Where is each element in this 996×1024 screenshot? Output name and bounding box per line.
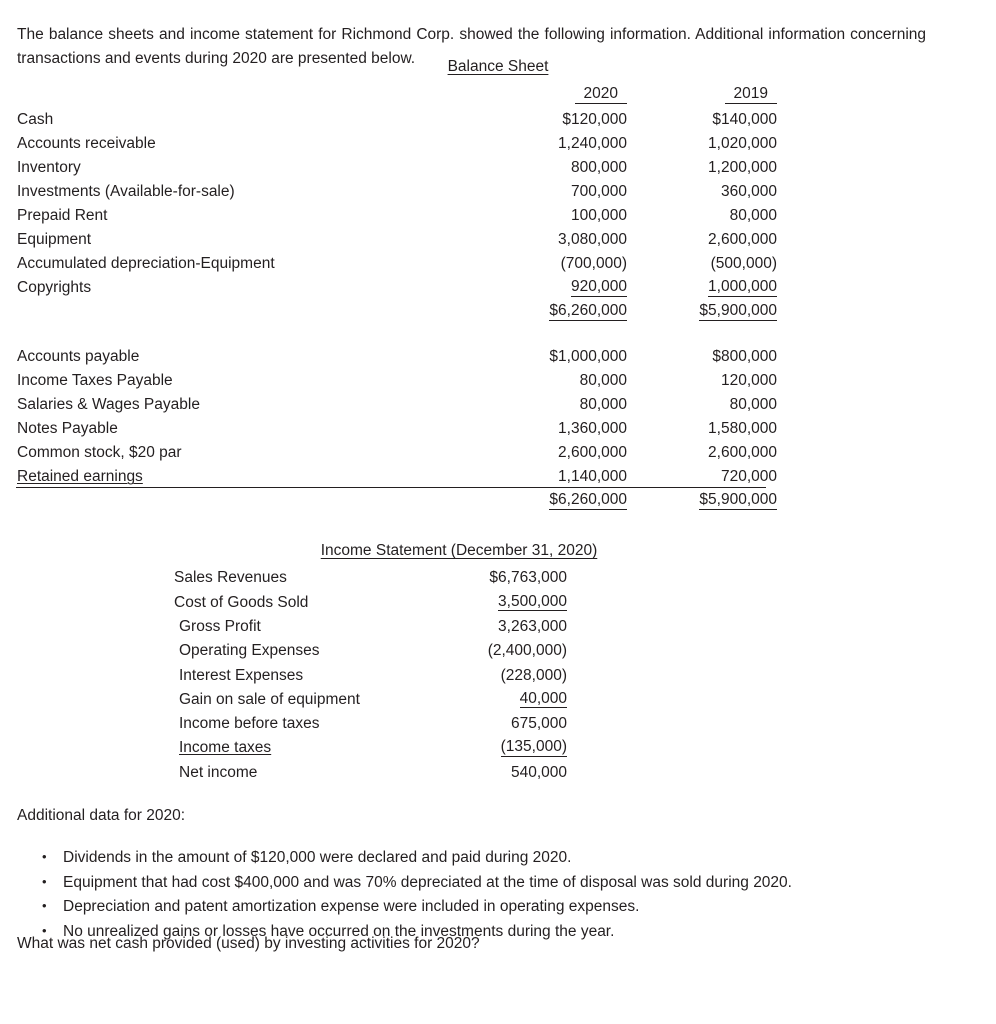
row-label: Prepaid Rent	[17, 207, 108, 225]
table-row	[17, 108, 777, 132]
list-item: • Equipment that had cost $400,000 and was 70% depreciated at the time of disposal was sold during 2020.	[63, 871, 792, 896]
row-label: Investments (Available-for-sale)	[17, 183, 235, 201]
row-label: Equipment	[17, 231, 92, 249]
table-row	[174, 736, 567, 760]
balance-sheet-title	[0, 59, 996, 75]
section-spacer	[17, 324, 777, 345]
row-value: (228,000)	[500, 666, 567, 684]
liabilities-equity-total-2020-text: $6,260,000	[549, 491, 627, 509]
row-value-2019: $800,000	[712, 348, 777, 366]
retained-earnings-label: Retained earnings	[17, 468, 143, 486]
row-value-2019: 720,000	[720, 468, 777, 486]
row-label: Cost of Goods Sold	[174, 593, 309, 611]
row-label: Sales Revenues	[174, 569, 287, 587]
row-label: Salaries & Wages Payable	[17, 396, 200, 414]
row-value-2019: 2,600,000	[708, 444, 777, 462]
row-value-2020: 1,240,000	[558, 135, 627, 153]
table-row	[17, 465, 777, 489]
row-value-2020: 700,000	[570, 183, 627, 201]
row-value-2019: $140,000	[712, 111, 777, 129]
liabilities-equity-total-2019	[632, 489, 777, 513]
row-label: Cash	[17, 111, 54, 129]
row-value: 3,263,000	[498, 617, 567, 635]
balance-sheet-title-text: Balance Sheet	[447, 58, 549, 75]
table-row	[17, 228, 777, 252]
row-value-2019: (500,000)	[710, 255, 777, 273]
table-row	[17, 156, 777, 180]
table-row	[17, 417, 777, 441]
income-taxes-label: Income taxes	[179, 739, 272, 757]
additional-data-list	[42, 846, 792, 944]
column-header-2020	[487, 82, 632, 108]
row-value	[409, 590, 567, 614]
row-value-2019	[632, 276, 777, 300]
row-label: Inventory	[17, 159, 81, 177]
row-value-2019: 2,600,000	[708, 231, 777, 249]
assets-total-2019	[632, 300, 777, 324]
table-row	[174, 639, 567, 663]
retained-earnings-rule	[16, 487, 766, 488]
assets-total-2020	[487, 300, 632, 324]
table-row	[17, 393, 777, 417]
row-value-2020: 3,080,000	[558, 231, 627, 249]
row-label: Net income	[179, 763, 258, 781]
income-statement-title-text: Income Statement (December 31, 2020)	[320, 542, 598, 559]
row-value-2020: 800,000	[570, 159, 627, 177]
table-row	[174, 663, 567, 687]
row-label: Common stock, $20 par	[17, 444, 182, 462]
row-value-2019: 80,000	[729, 396, 777, 414]
row-label: Accounts payable	[17, 348, 140, 366]
row-value: 540,000	[510, 763, 567, 781]
row-value-2019: 80,000	[729, 207, 777, 225]
row-value	[409, 736, 567, 760]
table-row	[17, 204, 777, 228]
row-value-2019: 1,020,000	[708, 135, 777, 153]
row-value-text: 40,000	[519, 689, 567, 707]
assets-total-2020-text: $6,260,000	[549, 302, 627, 320]
balance-sheet-table	[17, 82, 777, 513]
row-label	[174, 736, 409, 760]
additional-data-heading: Additional data for 2020:	[17, 807, 186, 824]
row-value-2020: (700,000)	[560, 255, 627, 273]
row-value-text: (135,000)	[500, 738, 567, 756]
table-row	[174, 615, 567, 639]
row-value-text: 3,500,000	[498, 592, 567, 610]
row-value	[409, 687, 567, 711]
row-value-2020: 1,360,000	[558, 420, 627, 438]
assets-total-2019-text: $5,900,000	[699, 302, 777, 320]
header-blank-cell	[17, 82, 487, 108]
list-item: • No unrealized gains or losses have occurred on the investments during the year.	[63, 920, 792, 945]
column-header-2019-text: 2019	[725, 86, 777, 104]
row-value-2019: 1,580,000	[708, 420, 777, 438]
table-row	[17, 276, 777, 300]
row-label: Interest Expenses	[179, 666, 304, 684]
row-value-2020-text: 920,000	[570, 278, 627, 296]
table-row	[17, 132, 777, 156]
table-row	[17, 180, 777, 204]
income-statement-title	[174, 543, 744, 559]
table-row	[174, 566, 567, 590]
row-value: 675,000	[510, 715, 567, 733]
row-value: (2,400,000)	[487, 642, 567, 660]
row-label: Gross Profit	[179, 617, 261, 635]
row-value: $6,763,000	[489, 569, 567, 587]
row-label: Notes Payable	[17, 420, 118, 438]
table-row	[174, 687, 567, 711]
balance-sheet-header-row	[17, 82, 777, 108]
table-row	[174, 760, 567, 784]
table-row	[17, 252, 777, 276]
liabilities-equity-total-2019-text: $5,900,000	[699, 491, 777, 509]
row-value-2020: $120,000	[562, 111, 627, 129]
row-value-2020	[487, 276, 632, 300]
liabilities-equity-total-row	[17, 489, 777, 513]
column-header-2020-text: 2020	[575, 86, 627, 104]
row-label: Accumulated depreciation-Equipment	[17, 255, 275, 273]
intro-line-2: information concerning transactions and events during 2020 are presented below.	[17, 25, 927, 67]
liabilities-equity-total-label	[17, 489, 487, 513]
column-header-2019	[632, 82, 777, 108]
row-value-2020: 100,000	[570, 207, 627, 225]
table-row	[17, 369, 777, 393]
row-value-2019: 1,200,000	[708, 159, 777, 177]
row-label: Operating Expenses	[179, 642, 320, 660]
row-value-2020: 80,000	[579, 396, 627, 414]
table-row	[174, 712, 567, 736]
assets-total-label	[17, 300, 487, 324]
row-value-2020: 80,000	[579, 372, 627, 390]
table-row	[17, 345, 777, 369]
row-value-2019: 120,000	[720, 372, 777, 390]
intro-line-1: The balance sheets and income statement for Richmond Corp. showed the following information. Additional	[17, 25, 764, 43]
row-label: Copyrights	[17, 279, 92, 297]
table-row	[174, 590, 567, 614]
list-item: • Depreciation and patent amortization expense were included in operating expenses.	[63, 895, 792, 920]
row-label	[17, 465, 487, 489]
row-value-2020: 1,140,000	[558, 468, 627, 486]
income-statement-table	[174, 566, 567, 785]
row-label: Income before taxes	[179, 715, 320, 733]
assets-total-row	[17, 300, 777, 324]
row-label: Income Taxes Payable	[17, 372, 173, 390]
row-value-2020: 2,600,000	[558, 444, 627, 462]
row-value-2020: $1,000,000	[549, 348, 627, 366]
table-row	[17, 441, 777, 465]
row-label: Gain on sale of equipment	[179, 690, 360, 708]
liabilities-equity-total-2020	[487, 489, 632, 513]
row-label: Accounts receivable	[17, 135, 156, 153]
list-item: • Dividends in the amount of $120,000 were declared and paid during 2020.	[63, 846, 792, 871]
question-text: What was net cash provided (used) by investing activities for 2020?	[17, 935, 480, 952]
row-value-2019: 360,000	[720, 183, 777, 201]
row-value-2019-text: 1,000,000	[708, 278, 777, 296]
